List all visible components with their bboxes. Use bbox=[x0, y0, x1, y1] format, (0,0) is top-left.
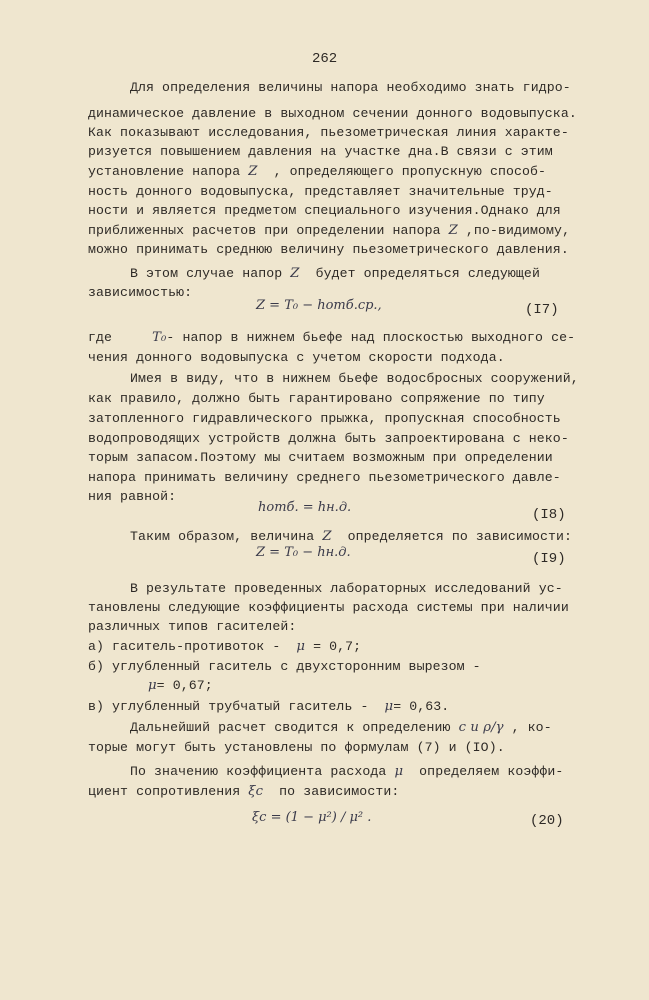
text-line: различных типов гасителей: bbox=[88, 619, 297, 634]
text-line: В этом случае напор Z будет определяться следующей bbox=[130, 266, 540, 281]
equation-number-18: (I8) bbox=[532, 507, 566, 523]
equation-20: ξc = (1 − μ²) / μ² . bbox=[252, 810, 372, 825]
equation-number-19: (I9) bbox=[532, 551, 566, 567]
text-line: Дальнейший расчет сводится к определению c и ρ/γ , ко- bbox=[130, 720, 552, 735]
text-line: затопленного гидравлического прыжка, пропускная способность bbox=[88, 411, 561, 426]
symbol-t0: T₀ bbox=[152, 330, 167, 345]
symbol-c-rho-gamma: c и ρ/γ bbox=[458, 720, 504, 735]
text-line: циент сопротивления ξc по зависимости: bbox=[88, 784, 400, 799]
text-line: ности и является предметом специального изучения.Однако для bbox=[88, 203, 561, 218]
text-line: тановлены следующие коэффициенты расхода системы при наличии bbox=[88, 600, 569, 615]
text-line: водопроводящих устройств должна быть запроектирована с неко- bbox=[88, 431, 569, 446]
symbol-mu: μ bbox=[148, 678, 157, 693]
list-item: б) углубленный гаситель с двухсторонним вырезом - bbox=[88, 659, 481, 674]
text-line: Как показывают исследования, пьезометрическая линия характе- bbox=[88, 125, 569, 140]
text-line: можно принимать среднюю величину пьезометрического давления. bbox=[88, 242, 569, 257]
text-line: Для определения величины напора необходимо знать гидро- bbox=[130, 80, 571, 95]
symbol-z: Z bbox=[290, 266, 300, 281]
list-item: в) углубленный трубчатый гаситель - μ= 0,63. bbox=[88, 699, 450, 714]
equation-number-17: (I7) bbox=[525, 302, 559, 318]
symbol-z: Z bbox=[322, 529, 332, 544]
symbol-mu: μ bbox=[394, 764, 404, 779]
symbol-xi-c: ξc bbox=[248, 784, 264, 799]
equation-18: hотб. = hн.д. bbox=[258, 500, 352, 515]
text-line: чения донного водовыпуска с учетом скорости подхода. bbox=[88, 350, 505, 365]
equation-17: Z = T₀ − hотб.ср., bbox=[256, 298, 382, 313]
equation-19: Z = T₀ − hн.д. bbox=[256, 545, 351, 560]
text-line: ризуется повышением давления на участке дна.В связи с этим bbox=[88, 144, 553, 159]
equation-number-20: (20) bbox=[530, 813, 564, 829]
page-number: 262 bbox=[312, 51, 338, 67]
text-line: торым запасом.Поэтому мы считаем возможным при определении bbox=[88, 450, 553, 465]
text-line: Таким образом, величина Z определяется по зависимости: bbox=[130, 529, 573, 544]
text-line: зависимостью: bbox=[88, 285, 193, 300]
text-line: динамическое давление в выходном сечении донного водовыпуска. bbox=[88, 106, 577, 121]
text-line: где T₀- напор в нижнем бьефе над плоскостью выходного се- bbox=[88, 330, 576, 345]
text-line: ность донного водовыпуска, представляет значительные труд- bbox=[88, 184, 553, 199]
text-line: приближенных расчетов при определении напора Z ,по-видимому, bbox=[88, 223, 571, 238]
text-line: напора принимать величину среднего пьезометрического давле- bbox=[88, 470, 561, 485]
text-line: как правило, должно быть гарантировано сопряжение по типу bbox=[88, 391, 545, 406]
list-item: а) гаситель-противоток - μ = 0,7; bbox=[88, 639, 362, 654]
symbol-mu: μ bbox=[296, 639, 306, 654]
text-line: По значению коэффициента расхода μ определяем коэффи- bbox=[130, 764, 564, 779]
text-line: ния равной: bbox=[88, 489, 177, 504]
text-line: Имея в виду, что в нижнем бьефе водосбросных сооружений, bbox=[130, 371, 579, 386]
list-item: μ= 0,67; bbox=[148, 678, 213, 693]
text-line: установление напора Z , определяющего пропускную способ- bbox=[88, 164, 547, 179]
symbol-z: Z bbox=[448, 223, 458, 238]
symbol-z: Z bbox=[248, 164, 258, 179]
text-line: В результате проведенных лабораторных исследований ус- bbox=[130, 581, 563, 596]
symbol-mu: μ bbox=[384, 699, 394, 714]
text-line: торые могут быть установлены по формулам (7) и (IO). bbox=[88, 740, 505, 755]
